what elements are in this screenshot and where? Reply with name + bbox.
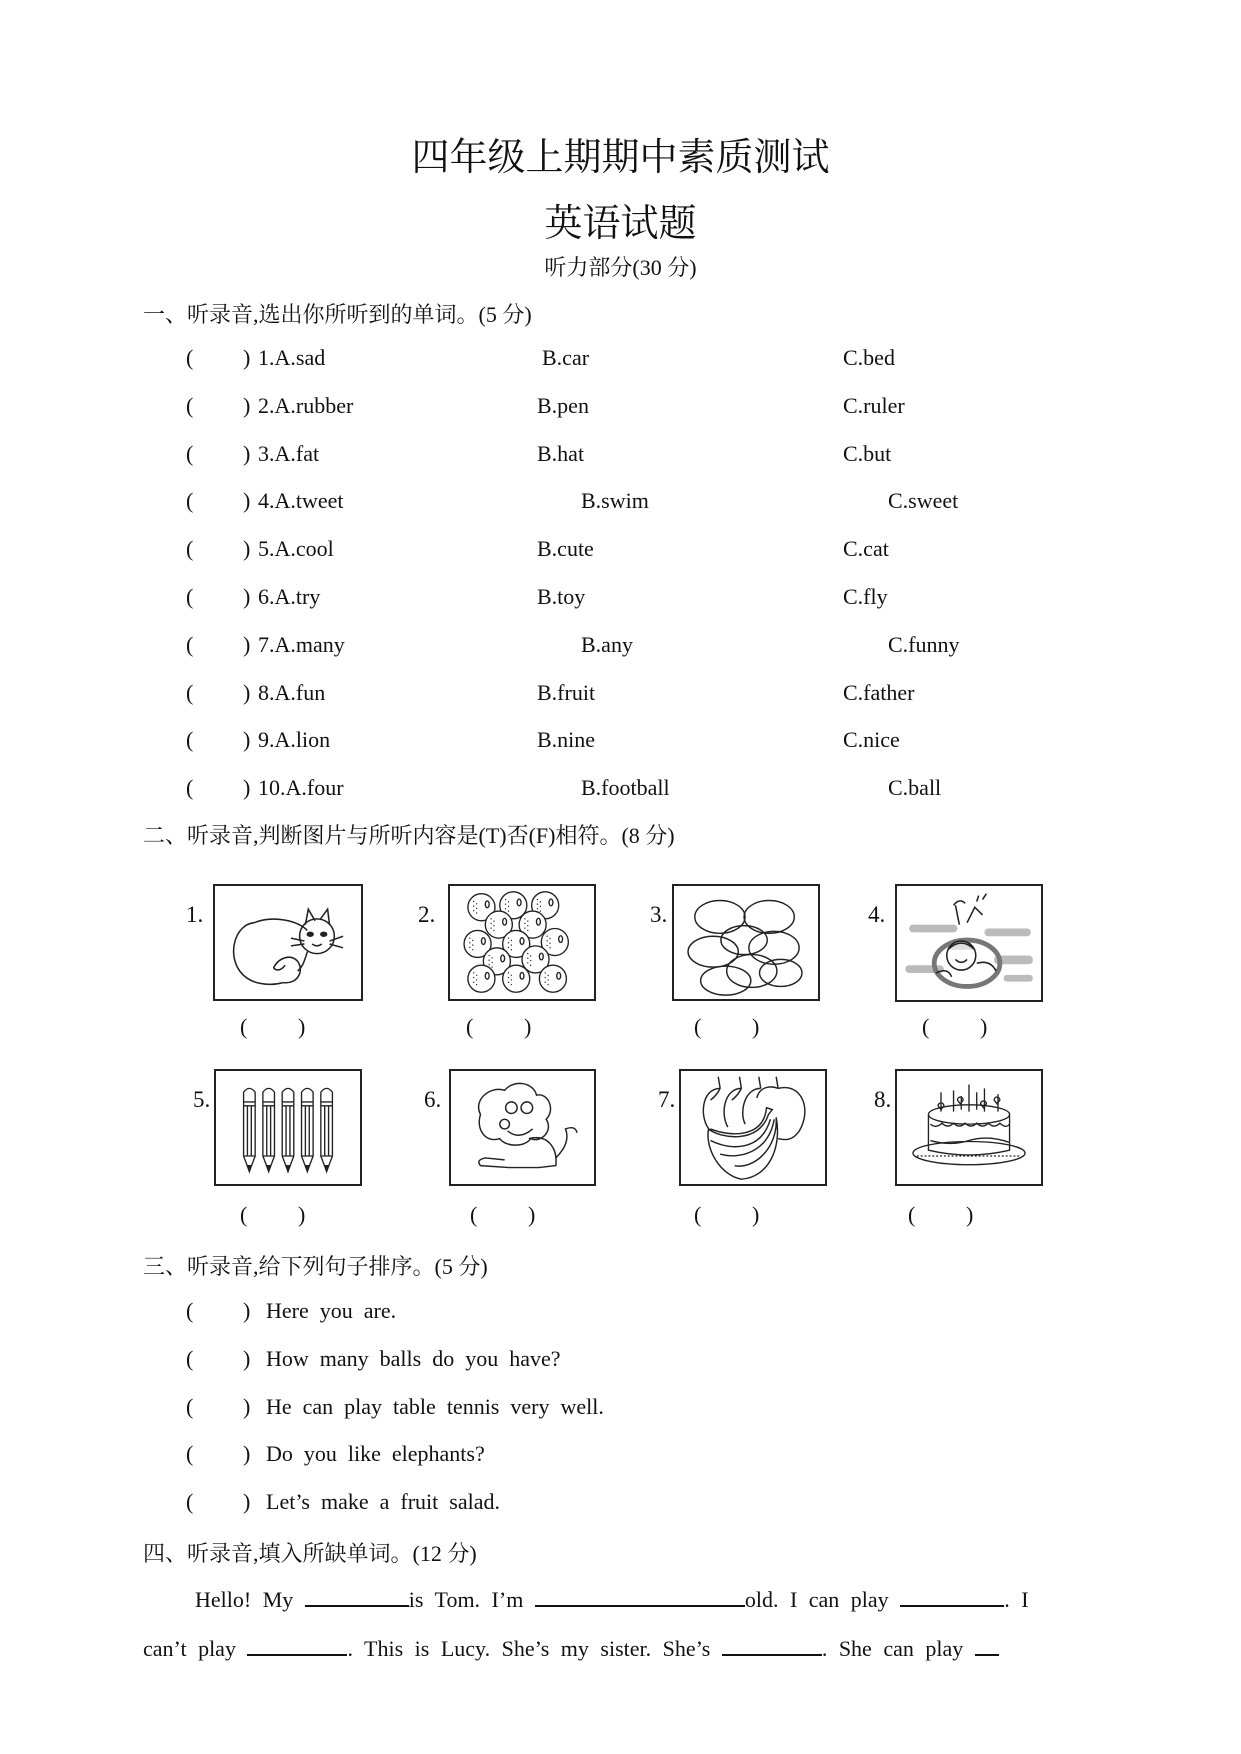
answer-paren-close: ) — [243, 1345, 251, 1371]
option-b: B.any — [581, 631, 633, 657]
blank-input[interactable] — [900, 1585, 1004, 1607]
answer-paren-open[interactable]: ( — [186, 631, 194, 657]
answer-paren-open[interactable]: ( — [186, 440, 194, 466]
picture-number: 2. — [418, 902, 436, 927]
answer-paren-close: ) — [243, 679, 251, 705]
option-a: 1.A.sad — [258, 345, 326, 370]
option-c: C.sweet — [888, 488, 959, 514]
answer-paren-open[interactable]: ( — [186, 1298, 194, 1323]
blank-input[interactable] — [535, 1585, 745, 1607]
birthday-cake-icon — [897, 1071, 1041, 1184]
option-a: 4.A.tweet — [258, 488, 344, 514]
blank-input[interactable] — [722, 1634, 822, 1656]
answer-paren-open[interactable]: ( — [186, 392, 194, 418]
option-c: C.father — [843, 679, 915, 705]
cloze-text: . I — [1004, 1587, 1029, 1612]
option-a: 6.A.try — [258, 584, 321, 609]
blank-input[interactable] — [247, 1634, 347, 1656]
option-c: C.funny — [888, 631, 960, 657]
answer-paren-close: ) — [243, 1489, 251, 1515]
picture-number: 7. — [658, 1087, 676, 1112]
lion-icon — [451, 1071, 594, 1184]
oranges-icon — [450, 886, 594, 999]
option-b: B.pen — [537, 392, 589, 418]
picture-number: 6. — [424, 1087, 442, 1112]
answer-paren-open: ( — [466, 1014, 474, 1039]
answer-paren-open[interactable]: ( — [186, 584, 194, 609]
option-b: B.fruit — [537, 679, 596, 705]
answer-paren-open: ( — [694, 1202, 702, 1227]
option-b: B.car — [542, 345, 590, 370]
picture-number: 5. — [193, 1087, 211, 1112]
option-a: 7.A.many — [258, 631, 345, 657]
answer-paren-open: ( — [240, 1014, 248, 1039]
answer-paren-close: ) — [752, 1014, 760, 1039]
sentence-text: Here you are. — [266, 1298, 397, 1323]
answer-paren-close: ) — [298, 1014, 306, 1039]
section2-heading: 二、听录音,判断图片与所听内容是(T)否(F)相符。(8 分) — [143, 823, 675, 848]
answer-paren-close: ) — [243, 727, 251, 753]
option-a: 8.A.fun — [258, 679, 326, 705]
answer-paren-open: ( — [470, 1202, 478, 1227]
answer-paren-open[interactable]: ( — [186, 488, 194, 514]
option-c: C.ball — [888, 775, 942, 801]
section1-heading: 一、听录音,选出你所听到的单词。(5 分) — [143, 302, 532, 327]
cat-icon — [215, 886, 361, 999]
blank-input[interactable] — [975, 1634, 999, 1656]
answer-paren-close: ) — [752, 1202, 760, 1227]
answer-paren-close: ) — [243, 1393, 251, 1419]
pencils-icon — [216, 1071, 360, 1184]
answer-paren-close: ) — [243, 631, 251, 657]
exam-title: 四年级上期期中素质测试 — [411, 137, 830, 179]
sentence-text: How many balls do you have? — [266, 1345, 561, 1371]
exam-subject: 英语试题 — [544, 203, 697, 245]
option-c: C.cat — [843, 536, 889, 562]
picture-box-8 — [895, 1069, 1043, 1186]
answer-paren-close: ) — [980, 1014, 988, 1039]
section4-heading: 四、听录音,填入所缺单词。(12 分) — [143, 1541, 477, 1566]
answer-paren-open: ( — [908, 1202, 916, 1227]
cloze-line-2 — [143, 1634, 999, 1662]
option-c: C.nice — [843, 727, 900, 753]
answer-paren-open[interactable]: ( — [186, 1441, 194, 1467]
picture-box-4 — [895, 884, 1043, 1002]
option-a: 9.A.lion — [258, 727, 331, 753]
option-c: C.fly — [843, 584, 888, 609]
answer-paren-open: ( — [922, 1014, 930, 1039]
answer-paren-open[interactable]: ( — [186, 727, 194, 753]
answer-paren-open: ( — [240, 1202, 248, 1227]
option-a: 2.A.rubber — [258, 392, 354, 418]
option-c: C.bed — [843, 345, 895, 370]
sentence-text: He can play table tennis very well. — [266, 1393, 604, 1419]
cloze-line-1 — [195, 1585, 1029, 1613]
answer-paren-close: ) — [528, 1202, 536, 1227]
picture-number: 8. — [874, 1087, 892, 1112]
option-c: C.but — [843, 440, 892, 466]
option-b: B.hat — [537, 440, 585, 466]
cloze-text: old. I can play — [744, 1587, 901, 1612]
answer-paren-close: ) — [524, 1014, 532, 1039]
answer-paren-open: ( — [694, 1014, 702, 1039]
answer-paren-open[interactable]: ( — [186, 1489, 194, 1515]
answer-paren-close: ) — [243, 440, 251, 466]
cloze-text: . She can play — [821, 1636, 975, 1661]
answer-paren-close: ) — [243, 1441, 251, 1467]
option-a: 3.A.fat — [258, 440, 320, 466]
answer-paren-open[interactable]: ( — [186, 1393, 194, 1419]
option-b: B.football — [581, 775, 670, 801]
picture-box-3 — [672, 884, 820, 1001]
sentence-text: Do you like elephants? — [266, 1441, 485, 1467]
cloze-text: is Tom. I’m — [408, 1587, 535, 1612]
answer-paren-close: ) — [298, 1202, 306, 1227]
answer-paren-close: ) — [966, 1202, 974, 1227]
picture-number: 1. — [186, 902, 204, 927]
answer-paren-open[interactable]: ( — [186, 1345, 194, 1371]
picture-number: 4. — [868, 902, 886, 927]
answer-paren-close: ) — [243, 345, 251, 370]
answer-paren-close: ) — [243, 392, 251, 418]
swimming-boy-icon — [897, 886, 1041, 1000]
listening-part-label: 听力部分(30 分) — [544, 255, 697, 280]
answer-paren-open[interactable]: ( — [186, 775, 194, 801]
lemons-icon — [674, 886, 818, 999]
picture-number: 3. — [650, 902, 668, 927]
answer-paren-close: ) — [243, 1298, 251, 1323]
answer-paren-close: ) — [243, 584, 251, 609]
option-a: 10.A.four — [258, 775, 344, 801]
option-c: C.ruler — [843, 392, 905, 418]
answer-paren-close: ) — [243, 775, 251, 801]
cloze-text: can’t play — [143, 1636, 248, 1661]
picture-box-5 — [214, 1069, 362, 1186]
blank-input[interactable] — [305, 1585, 409, 1607]
answer-paren-open[interactable]: ( — [186, 679, 194, 705]
picture-box-1 — [213, 884, 363, 1001]
option-b: B.cute — [537, 536, 594, 562]
cloze-text: . This is Lucy. She’s my sister. She’s — [347, 1636, 722, 1661]
answer-paren-open[interactable]: ( — [186, 536, 194, 562]
answer-paren-close: ) — [243, 488, 251, 514]
answer-paren-open[interactable]: ( — [186, 345, 194, 370]
option-b: B.nine — [537, 727, 596, 753]
sentence-text: Let’s make a fruit salad. — [266, 1489, 500, 1515]
apples-bananas-icon — [681, 1071, 825, 1184]
section3-heading: 三、听录音,给下列句子排序。(5 分) — [143, 1254, 488, 1279]
cloze-text: Hello! My — [195, 1587, 305, 1612]
option-b: B.toy — [537, 584, 586, 609]
answer-paren-close: ) — [243, 536, 251, 562]
picture-box-6 — [449, 1069, 596, 1186]
picture-box-2 — [448, 884, 596, 1001]
picture-box-7 — [679, 1069, 827, 1186]
option-a: 5.A.cool — [258, 536, 334, 562]
option-b: B.swim — [581, 488, 649, 514]
